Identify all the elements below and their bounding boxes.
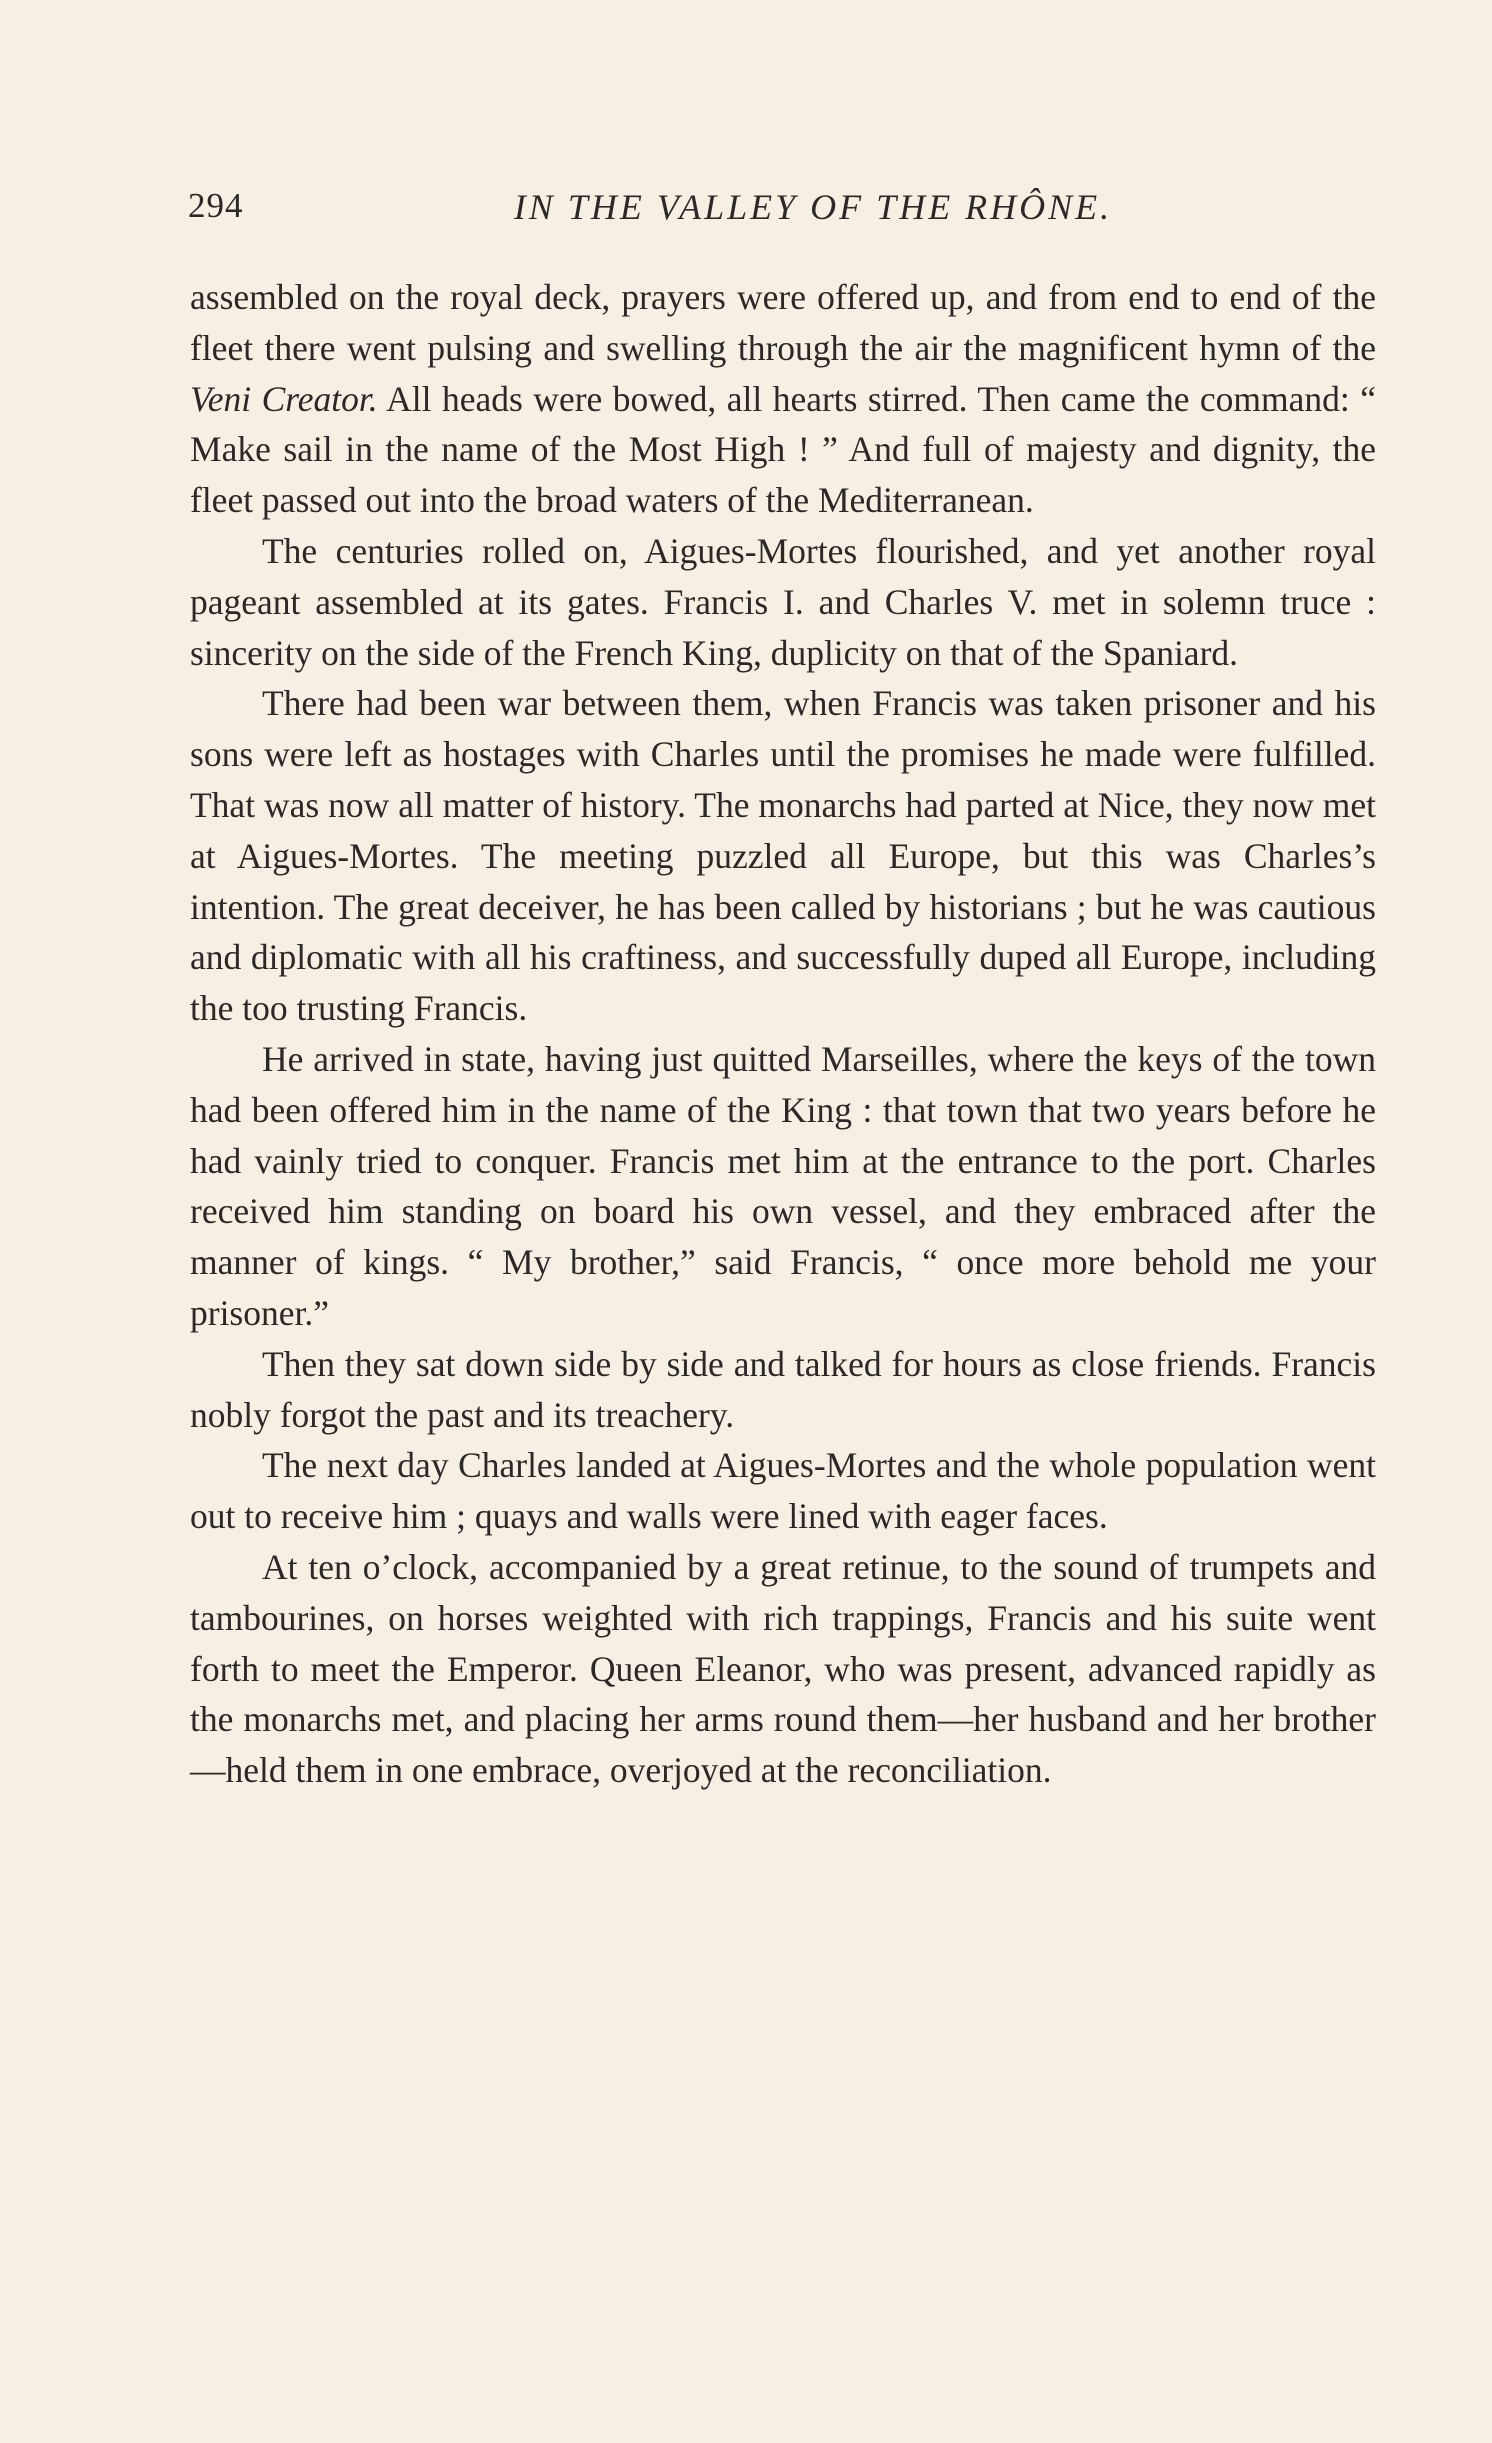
paragraph: Then they sat down side by side and talked for hours as close friends. Francis nobly forgot the past and its treachery. xyxy=(190,1343,1376,1435)
paragraph: There had been war between them, when Francis was taken prisoner and his sons were left as hostages with Charles until the promises he made were fulfilled. That was now all matter of history. The monarchs had parted at Nice, they now met at Aigues-Mortes. The meeting puzzled all Europe, but this was Charles’s intention. The great deceiver, he has been called by historians ; but he was cautious and diplomatic with all his craftiness, and successfully duped all Europe, including the too trusting Francis. xyxy=(190,683,1376,1029)
paragraph-text: All heads were bowed, all hearts stirred. Then came the command: “ Make sail in the name of the Most High ! ” And full of majesty and dignity, the fleet passed out into the broad waters of the Mediterranean. xyxy=(190,378,1377,521)
paragraph: The centuries rolled on, Aigues-Mortes flourished, and yet another royal pageant assembled at its gates. Francis I. and Charles V. met in solemn truce : sincerity on the side of the French King, duplicity on that of the Spaniard. xyxy=(190,530,1376,673)
paragraph: The next day Charles landed at Aigues-Mortes and the whole population went out to receive him ; quays and walls were lined with eager faces. xyxy=(190,1445,1376,1537)
page-number: 294 xyxy=(188,186,244,225)
paragraph xyxy=(190,272,1376,526)
running-title: IN THE VALLEY OF THE RHÔNE. xyxy=(513,187,1113,227)
body-text xyxy=(190,272,1376,1796)
paragraph: At ten o’clock, accompanied by a great retinue, to the sound of trumpets and tambourines, on horses weighted with rich trappings, Francis and his suite went forth to meet the Emperor. Queen Eleanor, who was present, advanced rapidly as the monarchs met, and placing her arms round them—her husband and her brother—held them in one embrace, overjoyed at the reconciliation. xyxy=(190,1546,1376,1791)
hymn-title: Veni Creator. xyxy=(190,378,378,419)
paragraph-text: assembled on the royal deck, prayers were offered up, and from end to end of the fleet there went pulsing and swelling through the air the magnificent hymn of the xyxy=(190,277,1376,368)
running-head xyxy=(188,186,1378,238)
paragraph: He arrived in state, having just quitted Marseilles, where the keys of the town had been offered him in the name of the King : that town that two years before he had vainly tried to conquer. Francis met him at the entrance to the port. Charles received him standing on board his own vessel, and they embraced after the manner of kings. “ My brother,” said Francis, “ once more behold me your prisoner.” xyxy=(190,1038,1376,1333)
